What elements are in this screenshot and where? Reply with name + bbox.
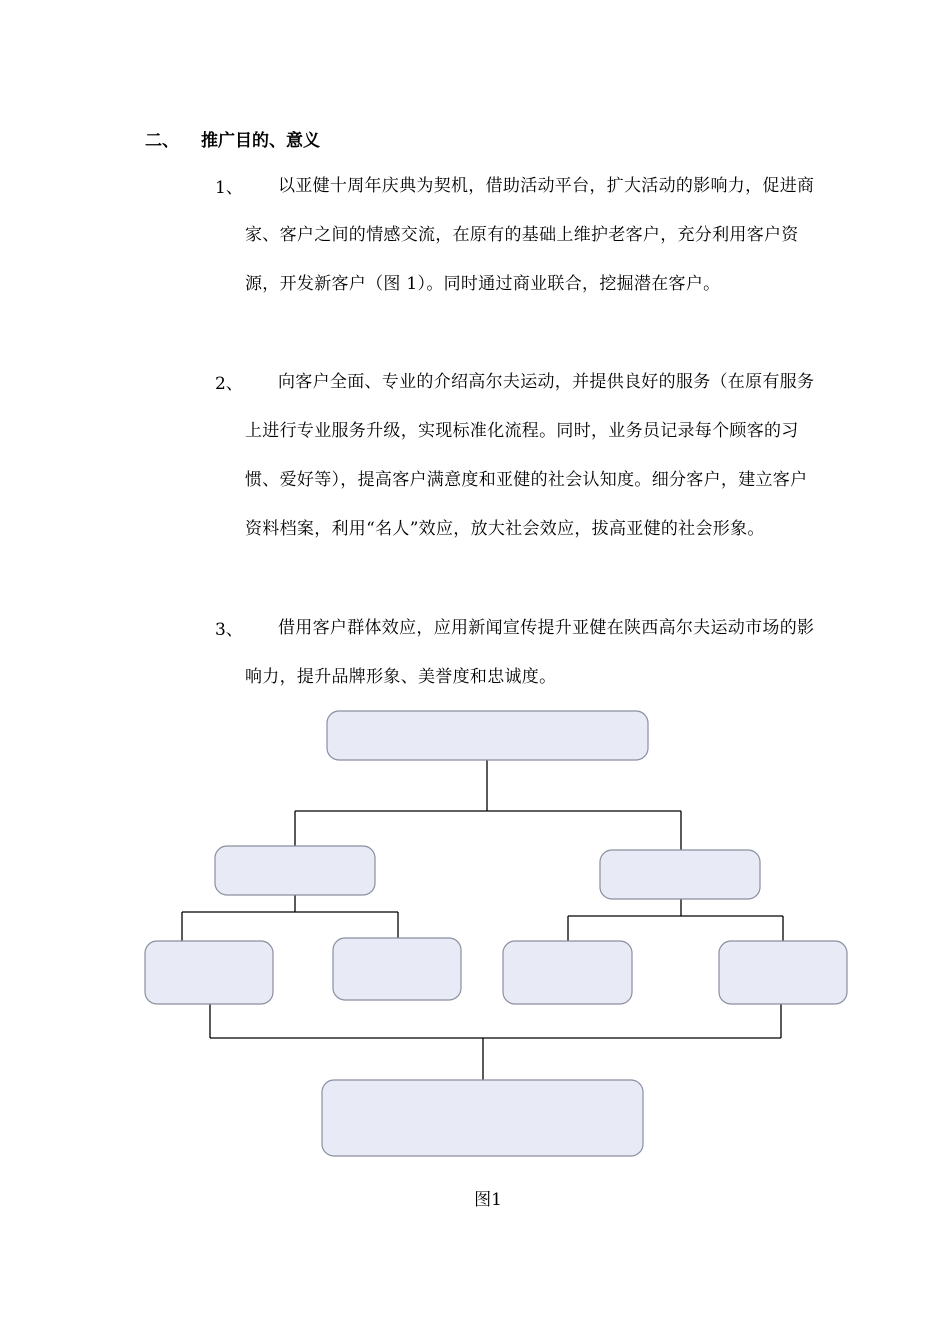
item-number: 2、 [215, 374, 243, 394]
diagram-box-leaf-2 [333, 938, 461, 1000]
diagram-box-leaf-4 [719, 941, 847, 1004]
item-paragraph: 借用客户群体效应，应用新闻宣传提升亚健在陕西高尔夫运动市场的影响力，提升品牌形象、美誉度和忠诚度。 [245, 618, 815, 687]
figure-caption: 图1 [474, 1190, 502, 1210]
item-number: 1、 [215, 178, 243, 198]
figure-caption-wrap [0, 1185, 950, 1210]
diagram-box-leaf-3 [503, 941, 632, 1004]
item-paragraph: 以亚健十周年庆典为契机，借助活动平台，扩大活动的影响力，促进商家、客户之间的情感交流，在原有的基础上维护老客户，充分利用客户资源，开发新客户（图 1）。同时通过商业联合，挖掘潜在客户。 [245, 176, 815, 294]
diagram-box-right [600, 850, 760, 899]
diagram-box-bottom [322, 1080, 643, 1156]
connector-lines [182, 760, 783, 1080]
item-paragraph: 向客户全面、专业的介绍高尔夫运动，并提供良好的服务（在原有服务上进行专业服务升级，实现标准化流程。同时，业务员记录每个顾客的习惯、爱好等），提高客户满意度和亚健的社会认知度。细分客户，建立客户资料档案，利用“名人”效应，放大社会效应，拔高亚健的社会形象。 [245, 372, 815, 539]
diagram-box-left [215, 846, 375, 895]
section-number: 二、 [145, 131, 179, 151]
item-number: 3、 [215, 620, 243, 640]
diagram-box-leaf-1 [145, 941, 273, 1004]
section-title: 推广目的、意义 [201, 131, 320, 151]
diagram-box-root [327, 711, 648, 760]
